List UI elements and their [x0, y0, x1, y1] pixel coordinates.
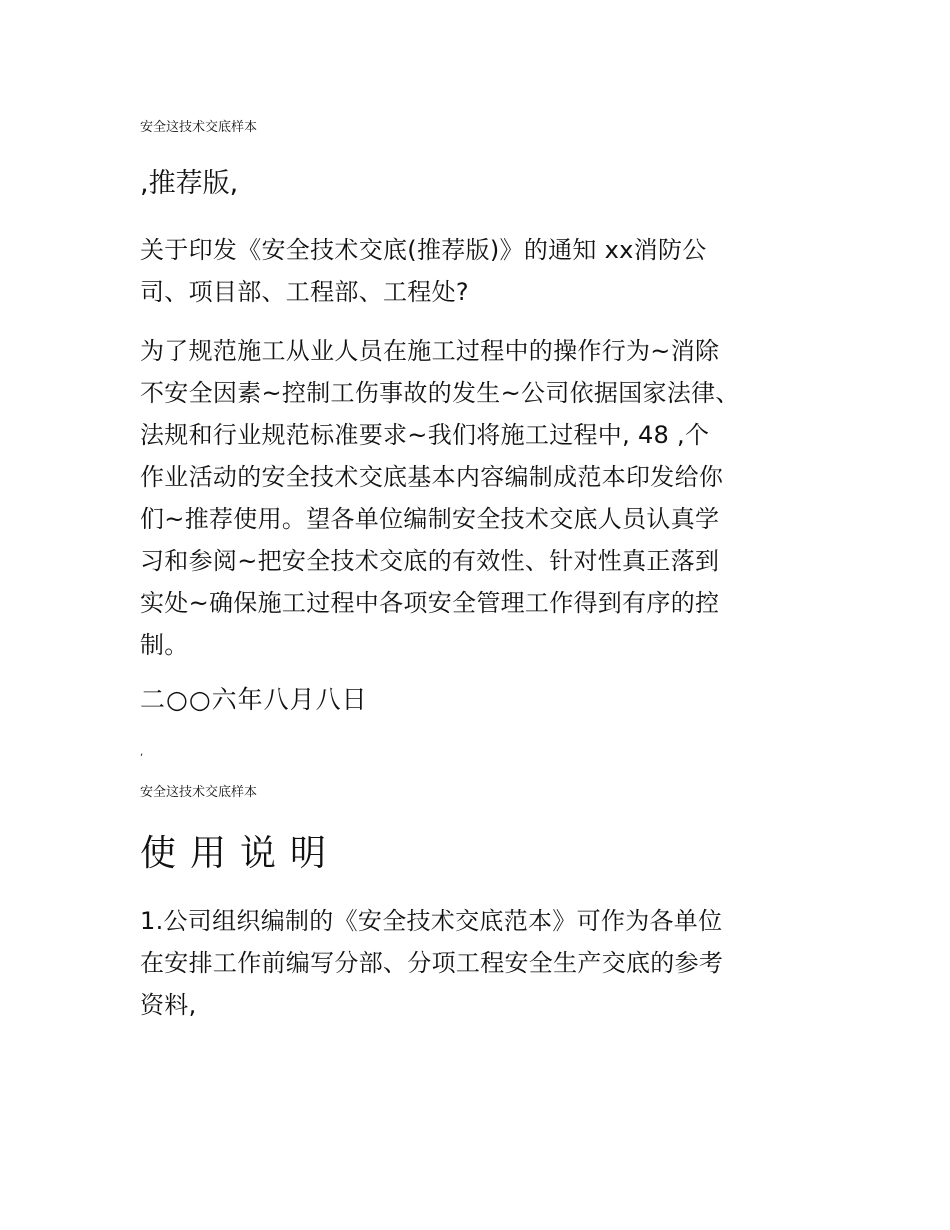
body-line: 不安全因素~控制工伤事故的发生~公司依据国家法律、 [140, 379, 740, 407]
body-line: 们~推荐使用。望各单位编制安全技术交底人员认真学 [140, 505, 720, 533]
body-line: 为了规范施工从业人员在施工过程中的操作行为~消除 [140, 337, 720, 365]
page-break-mark: , [140, 747, 144, 758]
body-line: 制。 [140, 631, 189, 659]
usage-item-1 [140, 900, 820, 1026]
notice-line: 关于印发《安全技术交底(推荐版)》的通知 xx消防公 [140, 236, 707, 264]
item-line: 资料, [140, 991, 197, 1019]
body-line: 习和参阅~把安全技术交底的有效性、针对性真正落到 [140, 547, 720, 575]
running-header-1: 安全这技术交底样本 [140, 120, 258, 135]
body-line: 作业活动的安全技术交底基本内容编制成范本印发给你 [140, 463, 724, 491]
body-line: 法规和行业规范标准要求~我们将施工过程中, 48 ,个 [140, 421, 710, 449]
issue-date: 二○○六年八月八日 [140, 685, 368, 714]
item-line: 1.公司组织编制的《安全技术交底范本》可作为各单位 [140, 907, 723, 935]
running-header-2: 安全这技术交底样本 [140, 785, 258, 800]
body-line: 实处~确保施工过程中各项安全管理工作得到有序的控 [140, 589, 720, 617]
notice-line: 司、项目部、工程部、工程处? [140, 278, 469, 306]
item-line: 在安排工作前编写分部、分项工程安全生产交底的参考 [140, 949, 724, 977]
section-title-usage-instructions: 使用说明 [140, 833, 341, 874]
recommended-edition-title: ,推荐版, [140, 168, 239, 199]
notice-body-paragraph [140, 330, 820, 666]
notice-heading [140, 229, 820, 313]
